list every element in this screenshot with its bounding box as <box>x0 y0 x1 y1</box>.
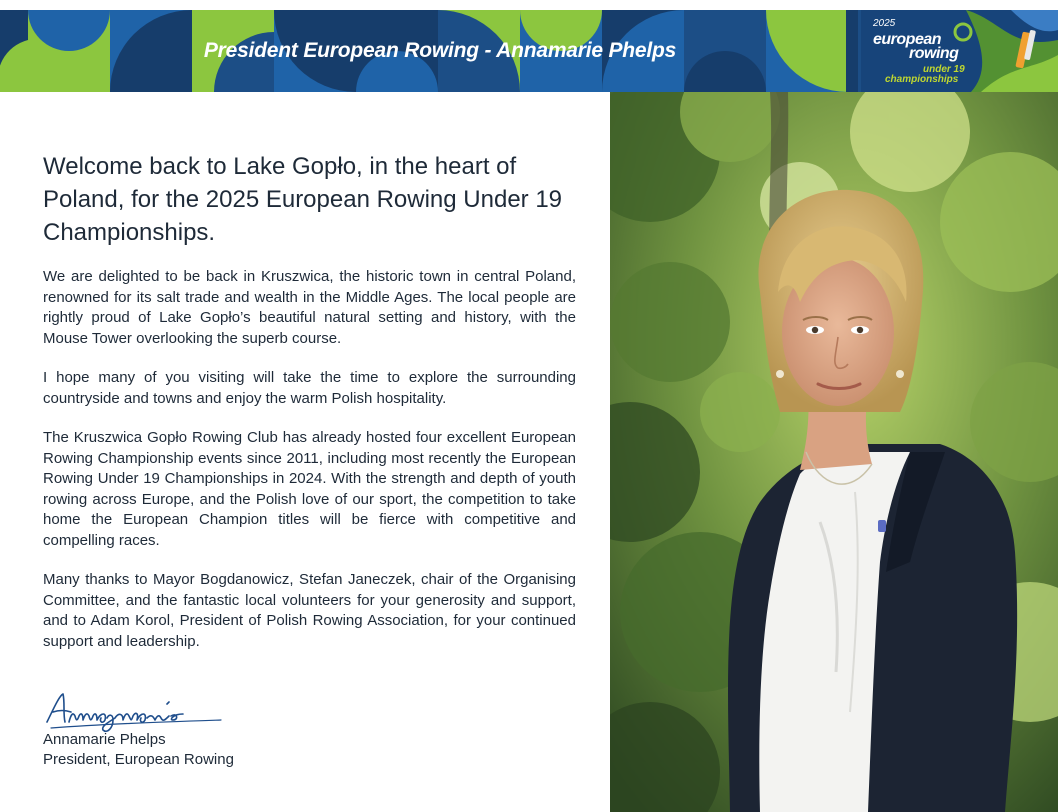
paragraph-3: The Kruszwica Gopło Rowing Club has already hosted four excellent European Rowing Championship events since 2011, including most recently the European Rowing Under 19 Championships in 2024. With the strength and depth of youth rowing across Europe, and the Polish love of our sport, the competition to take home the European Champion titles will be fierce with competitive and compelling races. <box>43 429 576 549</box>
header-banner <box>0 10 1058 92</box>
paragraph-2: I hope many of you visiting will take the time to explore the surrounding countryside and towns and enjoy the warm Polish hospitality. <box>43 369 576 407</box>
headline-lead: Welcome back to Lake Gopło, <box>43 153 363 180</box>
portrait-photo <box>610 92 1058 812</box>
logo-line-1: european <box>873 31 942 48</box>
signature-block <box>43 688 343 798</box>
welcome-letter <box>43 150 576 671</box>
headline-rest: in the heart of Poland, for the 2025 European Rowing Under 19 Championships. <box>43 153 563 246</box>
headline <box>43 150 576 249</box>
championship-logo <box>861 10 1058 92</box>
logo-line-3: under 19 <box>923 64 965 75</box>
logo-line-4: championships <box>885 74 959 85</box>
handwritten-signature <box>43 688 243 736</box>
paragraph-4: Many thanks to Mayor Bogdanowicz, Stefan Janeczek, chair of the Organising Committee, and the fantastic local volunteers for your generosity and support, and to Adam Korol, President of Polish Rowing Association, for your continued support and leadership. <box>43 571 576 650</box>
banner-title: President European Rowing - Annamarie Phelps <box>203 39 677 62</box>
paragraph-1: We are delighted to be back in Kruszwica, the historic town in central Poland, renowned for its salt trade and wealth in the Middle Ages. The local people are rightly proud of Lake Gopło’s beautiful natural setting and history, with the Mouse Tower overlooking the superb course. <box>43 268 576 347</box>
signatory-role: President, European Rowing <box>43 751 234 768</box>
logo-year: 2025 <box>873 18 896 29</box>
logo-line-2: rowing <box>909 45 959 62</box>
signatory-name: Annamarie Phelps <box>43 731 166 748</box>
